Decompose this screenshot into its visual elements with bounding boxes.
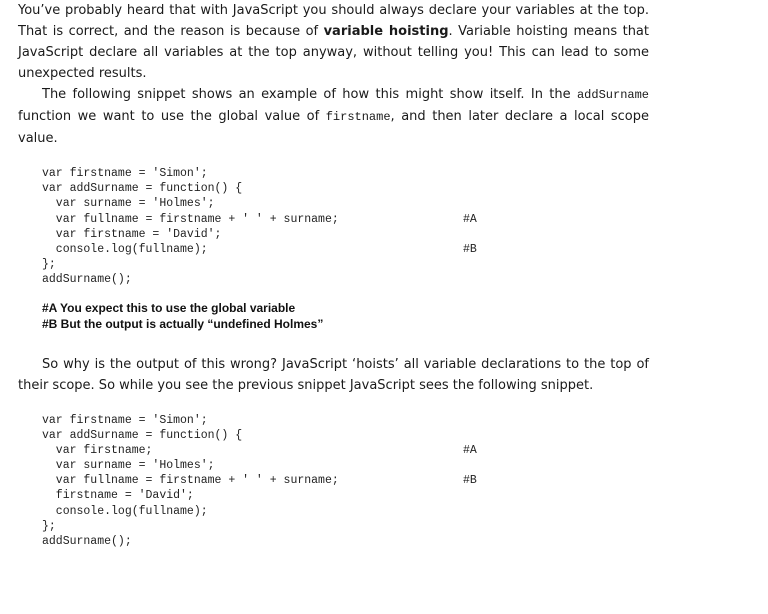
snippet-intro-paragraph	[18, 84, 649, 149]
code-annotation-marker: #A	[463, 443, 477, 457]
code-line	[42, 443, 649, 458]
code-line-text: };	[42, 519, 56, 533]
intro-bold-term: variable hoisting	[323, 24, 449, 39]
intro-text-2: . Variable hoisting means that JavaScript declare all variables at the top anyway, without telling you! This can lead to some unexpected results.	[18, 24, 649, 81]
code-line	[42, 488, 649, 503]
code-line-text: var surname = 'Holmes';	[42, 197, 215, 211]
code-line-text: var firstname;	[42, 443, 153, 457]
code-line	[42, 428, 649, 443]
code-line	[42, 181, 649, 196]
code-line	[42, 272, 649, 287]
code-snippet-1	[18, 166, 649, 288]
code-line-text: var fullname = firstname + ' ' + surname;	[42, 474, 339, 488]
code-line	[42, 413, 649, 428]
annotation-a: #A You expect this to use the global variable	[42, 300, 296, 315]
code-line	[42, 519, 649, 534]
intro-paragraph	[18, 0, 649, 84]
code-line-text: var surname = 'Holmes';	[42, 459, 215, 473]
code-line	[42, 458, 649, 473]
code-line	[42, 166, 649, 181]
code-line-text: var fullname = firstname + ' ' + surname;	[42, 212, 339, 226]
code-line-text: var firstname = 'David';	[42, 227, 222, 241]
document-page	[18, 0, 649, 549]
para2-text-1: The following snippet shows an example of how this might show itself. In the	[42, 87, 577, 102]
code-line-text: var firstname = 'Simon';	[42, 413, 208, 427]
intro-text-1: You’ve probably heard that with JavaScript you should always declare your variables at the top. That is correct, and the reason is because of	[18, 3, 649, 39]
code-annotation-marker: #B	[463, 474, 477, 488]
code-line	[42, 242, 649, 257]
code-line-text: };	[42, 258, 56, 272]
code-line-text: var addSurname = function() {	[42, 182, 243, 196]
code-line-text: addSurname();	[42, 273, 132, 287]
code-line-text: console.log(fullname);	[42, 504, 208, 518]
code-line-text: var addSurname = function() {	[42, 428, 243, 442]
inline-code-addsurname: addSurname	[576, 88, 649, 102]
code-line	[42, 473, 649, 488]
code-line	[42, 257, 649, 272]
code-annotation-marker: #B	[463, 242, 477, 256]
code-line-text: addSurname();	[42, 535, 132, 548]
code-line	[42, 504, 649, 519]
code-annotations	[18, 300, 649, 332]
code-line	[42, 534, 649, 549]
code-line-text: console.log(fullname);	[42, 242, 208, 256]
code-annotation-marker: #A	[463, 212, 477, 226]
inline-code-firstname: firstname	[325, 110, 391, 124]
hoisting-explanation-paragraph: So why is the output of this wrong? JavaScript ‘hoists’ all variable declarations to the top of their scope. So while you see the previous snippet JavaScript sees the following snippet.	[18, 356, 649, 393]
code-line-text: var firstname = 'Simon';	[42, 167, 208, 180]
code-line	[42, 196, 649, 211]
code-line	[42, 212, 649, 227]
code-line-text: firstname = 'David';	[42, 489, 194, 503]
para2-text-3: , and then later declare a local scope value.	[18, 109, 649, 146]
annotation-b: #B But the output is actually “undefined Holmes”	[42, 316, 324, 331]
para2-text-2: function we want to use the global value of	[18, 109, 326, 124]
code-snippet-2	[18, 413, 649, 550]
code-line	[42, 227, 649, 242]
